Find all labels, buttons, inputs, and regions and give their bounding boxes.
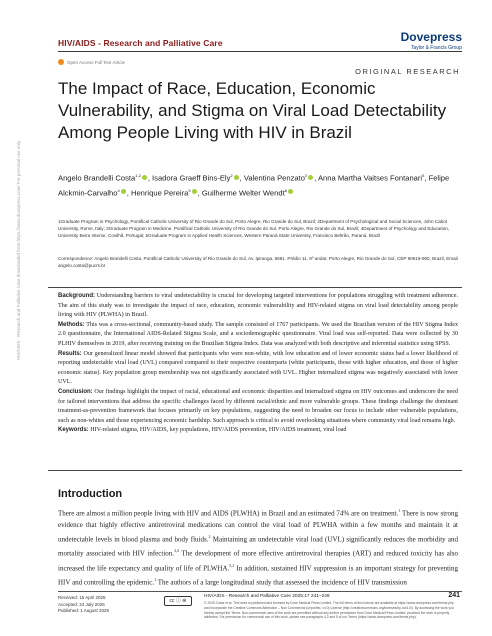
abstract-label: Methods: — [58, 321, 85, 328]
orcid-icon[interactable] — [308, 175, 313, 180]
body-text: The authors of a large longitudinal study that assessed the incidence of HIV transmission — [156, 578, 407, 587]
author-affil-sup: 6 — [284, 187, 287, 193]
citation-link[interactable]: 2 — [208, 533, 211, 539]
author-affil-sup: 2 — [304, 173, 308, 178]
affiliations: 1Graduate Program in Psychology, Pontifical Catholic University of Rio Grande do Sul, Porto Alegre, Rio Grande do Sul, Brazil; 2Department of Psychological and Social Sciences, John Cabot University, Rome, Italy; 3Graduate Program in Medicine, Pontifical Catholic University of Rio Grande do Sul, Porto Alegre, Rio Grande do Sul, Brazil; 4Department of Psychology and Education, University Beira Interior, Covilhã, Portugal; 5Graduate Program in Applied Health Sciences, Western Paraná State University, Francisco Beltrão, Paraná, Brazil — [58, 219, 450, 238]
author-name[interactable]: , Valentina Penzato — [239, 173, 305, 183]
orcid-icon[interactable] — [121, 189, 126, 194]
body-text: The development of more effective antiretroviral therapies (ART) and reduced toxicity has also increased the life expectancy and quality of life of PLWHA. — [58, 549, 458, 573]
author-name[interactable]: , Anna Martha Vaitses Fontanari — [314, 173, 423, 183]
abstract-conclusion — [58, 388, 458, 426]
orcid-icon[interactable] — [234, 175, 239, 180]
author-affil-sup: 2 — [230, 173, 233, 178]
section-heading: Introduction — [58, 488, 123, 500]
keywords-text: HIV-related stigma, HIV/AIDS, key populations, HIV/AIDS prevention, HIV/AIDS treatment, viral load — [88, 427, 347, 434]
author-affil-sup: 1,2 — [135, 173, 141, 178]
author-affil-sup: 4 — [117, 187, 120, 193]
article-type: ORIGINAL RESEARCH — [355, 67, 460, 76]
orcid-icon[interactable] — [288, 189, 293, 194]
abstract-background — [58, 292, 458, 321]
abstract-text: Our generalized linear model showed that participants who were non-white, with low education and of lower economic status had a lower likelihood of reporting undetectable viral load (UVL) compared compared to their respective counterparts (white participants, those with higher education, and those of higher economic status). Key population group membership was not significantly associated with UVL. Higher internalized stigma was negatively associated with lower UVL. — [58, 350, 458, 386]
abstract-methods — [58, 321, 458, 350]
publisher-subtitle: Taylor & Francis Group — [410, 45, 462, 51]
orcid-icon[interactable] — [192, 189, 197, 194]
abstract-text: Our findings highlight the impact of racial, educational and economic disparities and internalized stigma on HIV outcomes and underscore the need for tailored interventions that address the specific challenges faced by different racial/ethnic and more vulnerable groups. These findings challenge the dominant treatment-as-prevention framework that focuses primarily on key populations, suggesting the need to broaden our focus to include other vulnerable populations, such as non-whites and those experiencing economic hardship. Such approach is critical to avoid overlooking situations where community viral load remains high. — [58, 388, 458, 424]
author-name[interactable]: , Guilherme Welter Wendt — [197, 188, 285, 198]
abstract-label: Background: — [58, 293, 96, 299]
body-text: In addition, sustained HIV suppression is an important strategy for preventing HIV and controlling the epidemic. — [58, 564, 458, 587]
orcid-icon[interactable] — [142, 175, 147, 180]
footer-journal-citation[interactable]: HIV/AIDS - Research and Palliative Care 2025:17 241–249 — [204, 594, 330, 599]
open-access-icon — [58, 59, 64, 65]
body-text: There is now strong evidence that highly effective antiretroviral medications can control the viral load of PLWHA within a few months and maintain it at undetectable levels in blood plasma and body fluids. — [58, 509, 458, 544]
abstract-text: This was a cross-sectional, community-based study. The sample consisted of 1767 participants. We used the Brazilian version of the HIV Stigma Index 2.0 questionnaire, the International AIDS-Related Stigma Scale, and a sociodemographic questionnaire. Viral load was self-reported. Data were collected by 30 PLHIV themselves in 2019, after receiving training on the Brazilian Stigma Index. Data was analyzed with both descriptive and inferential statistics using SPSS. — [58, 321, 458, 347]
article-title: The Impact of Race, Education, Economic Vulnerability, and Stigma on Viral Load Detectability Among People Living with HIV in Brazil — [58, 79, 447, 142]
body-text: There are almost a million people living with HIV and AIDS (PLWHA) in Brazil and an estimated 74% are on treatment. — [58, 509, 399, 518]
abstract-keywords — [58, 426, 458, 436]
citation-link[interactable]: 5,2 — [229, 562, 235, 568]
received-date: Received: 15 April 2025 — [58, 595, 106, 600]
body-text: Maintaining an undetectable viral load (UVL) significantly reduces the morbidity and mortality associated with HIV infection. — [58, 535, 459, 558]
cc-license-icon[interactable]: cc ⓘ ⊜ — [164, 596, 192, 606]
publisher-logo[interactable] — [401, 30, 462, 51]
citation-link[interactable]: 1 — [154, 577, 157, 583]
publisher-name: Dovepress — [400, 30, 462, 44]
citation-link[interactable]: 1 — [398, 508, 401, 513]
author-affil-sup: 5 — [188, 187, 191, 193]
author-list — [58, 170, 458, 199]
download-side-note: HIV/AIDS - Research and Palliative Care downloaded from https://www.dovepress.com/ For personal use only. — [16, 139, 21, 360]
citation-link[interactable]: 3,4 — [174, 548, 180, 554]
author-name[interactable]: , Felipe Alckmin-Carvalho — [58, 173, 450, 198]
abstract-label: Conclusion: — [58, 388, 93, 395]
author-name[interactable]: Angelo Brandelli Costa — [58, 173, 136, 183]
author-name[interactable]: , Isadora Graeff Bins-Ely — [147, 173, 231, 183]
journal-name[interactable]: HIV/AIDS - Research and Palliative Care — [58, 38, 223, 48]
abstract-label: Keywords: — [58, 427, 89, 434]
article-dates — [58, 595, 109, 615]
abstract — [58, 292, 458, 436]
published-date: Published: 1 August 2025 — [58, 608, 110, 613]
author-name[interactable]: , Henrique Pereira — [126, 188, 189, 198]
copyright-notice: © 2025 Costa et al. This work is published and licensed by Dove Medical Press Limited. The full terms of this license are available at https://www.dovepress.com/terms.php and incorporate the Creative Commons Attribution – Non Commercial (unported, v4.0) License (http://creativecommons.org/licenses/by-nc/4.0/). By accessing the work you hereby accept the Terms. Non-commercial uses of the work are permitted without any further permission from Dove Medical Press Limited, provided the work is properly attributed. For permission for commercial use of this work, please see paragraphs 4.2 and 5 of our Terms (https://www.dovepress.com/terms.php). — [204, 601, 454, 620]
author-affil-sup: 3 — [422, 173, 425, 178]
abstract-results — [58, 350, 458, 388]
correspondence: Correspondence: Angelo Brandelli Costa, Pontifical Catholic University of Rio Grande do Sul, Av. Ipiranga, 6681. Prédio 11, 9º andar, Porto Alegre, Rio Grande do Sul, CEP 90619-900, Brazil, Email angelo.costa@pucrs.br — [58, 256, 458, 268]
abstract-label: Results: — [58, 350, 82, 357]
open-access-text: Open Access Full Text Article — [67, 59, 125, 65]
footer-divider — [58, 591, 462, 592]
accepted-date: Accepted: 24 July 2025 — [58, 601, 105, 607]
page-number: 241 — [448, 592, 460, 599]
abstract-text: Understanding barriers to viral undetectability is crucial for developing targeted interventions for populations struggling with treatment adherence. The aim of this study was to investigate the impact of race, education, economic vulnerability and HIV-related stigma on viral load detectability among people living with HIV (PLWHA) in Brazil. — [58, 293, 458, 319]
header-divider — [58, 51, 462, 52]
open-access-label — [58, 59, 125, 65]
introduction-body — [58, 505, 458, 589]
